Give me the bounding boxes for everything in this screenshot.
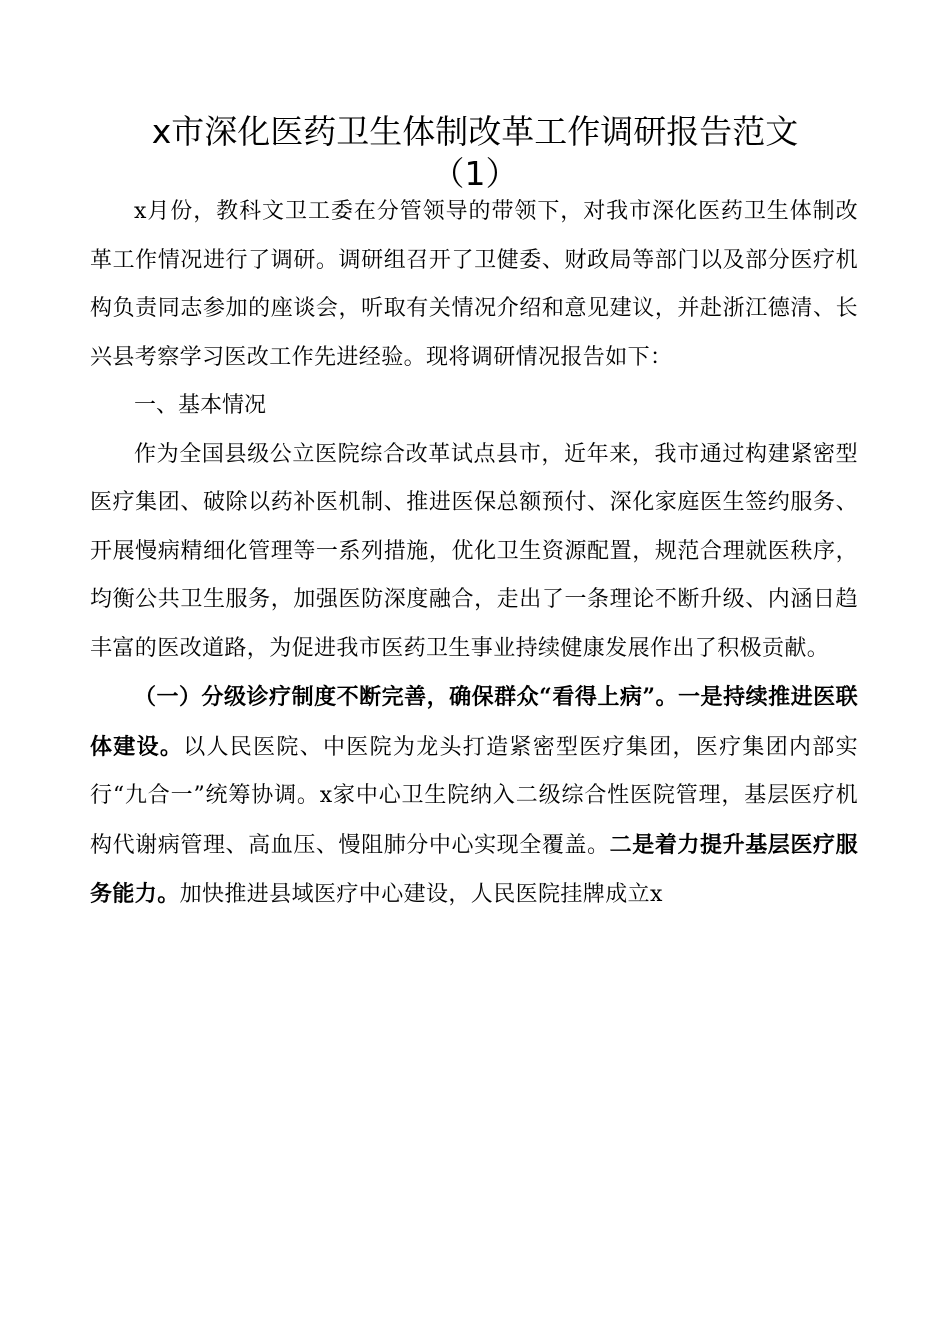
document-title-number: （1） bbox=[431, 154, 519, 193]
subsection-heading: （一）分级诊疗制度不断完善，确保群众“看得上病”。 bbox=[134, 684, 679, 710]
section-heading-basic-situation: 一、基本情况 bbox=[134, 393, 267, 418]
point-two-title: 二是着力提升基层医疗服务能力。 bbox=[90, 831, 858, 907]
point-one-title: 一是持续推进医联体建设。 bbox=[90, 684, 859, 760]
point-one-text: 以人民医院、中医院为龙头打造紧密型医疗集团，医疗集团内部实行“九合一”统筹协调。x家中心卫生院纳入二级综合性医院管理，基层医疗机构代谢病管理、高血压、慢阻肺分中心实现全覆盖。 bbox=[90, 734, 858, 858]
document-body bbox=[90, 188, 858, 920]
point-two-text: 加快推进县域医疗中心建设，人民医院挂牌成立x bbox=[179, 882, 663, 907]
intro-paragraph: x月份，教科文卫工委在分管领导的带领下，对我市深化医药卫生体制改革工作情况进行了调研。调研组召开了卫健委、财政局等部门以及部分医疗机构负责同志参加的座谈会，听取有关情况介绍和意见建议，并赴浙江德清、长兴县考察学习医改工作先进经验。现将调研情况报告如下： bbox=[90, 199, 858, 370]
subsection-paragraph bbox=[90, 673, 858, 920]
document-title: x市深化医药卫生体制改革工作调研报告范文 bbox=[151, 112, 799, 151]
basic-situation-paragraph: 作为全国县级公立医院综合改革试点县市，近年来，我市通过构建紧密型医疗集团、破除以药补医机制、推进医保总额预付、深化家庭医生签约服务、开展慢病精细化管理等一系列措施，优化卫生资源配置，规范合理就医秩序，均衡公共卫生服务，加强医防深度融合，走出了一条理论不断升级、内涵日趋丰富的医改道路，为促进我市医药卫生事业持续健康发展作出了积极贡献。 bbox=[90, 441, 858, 661]
